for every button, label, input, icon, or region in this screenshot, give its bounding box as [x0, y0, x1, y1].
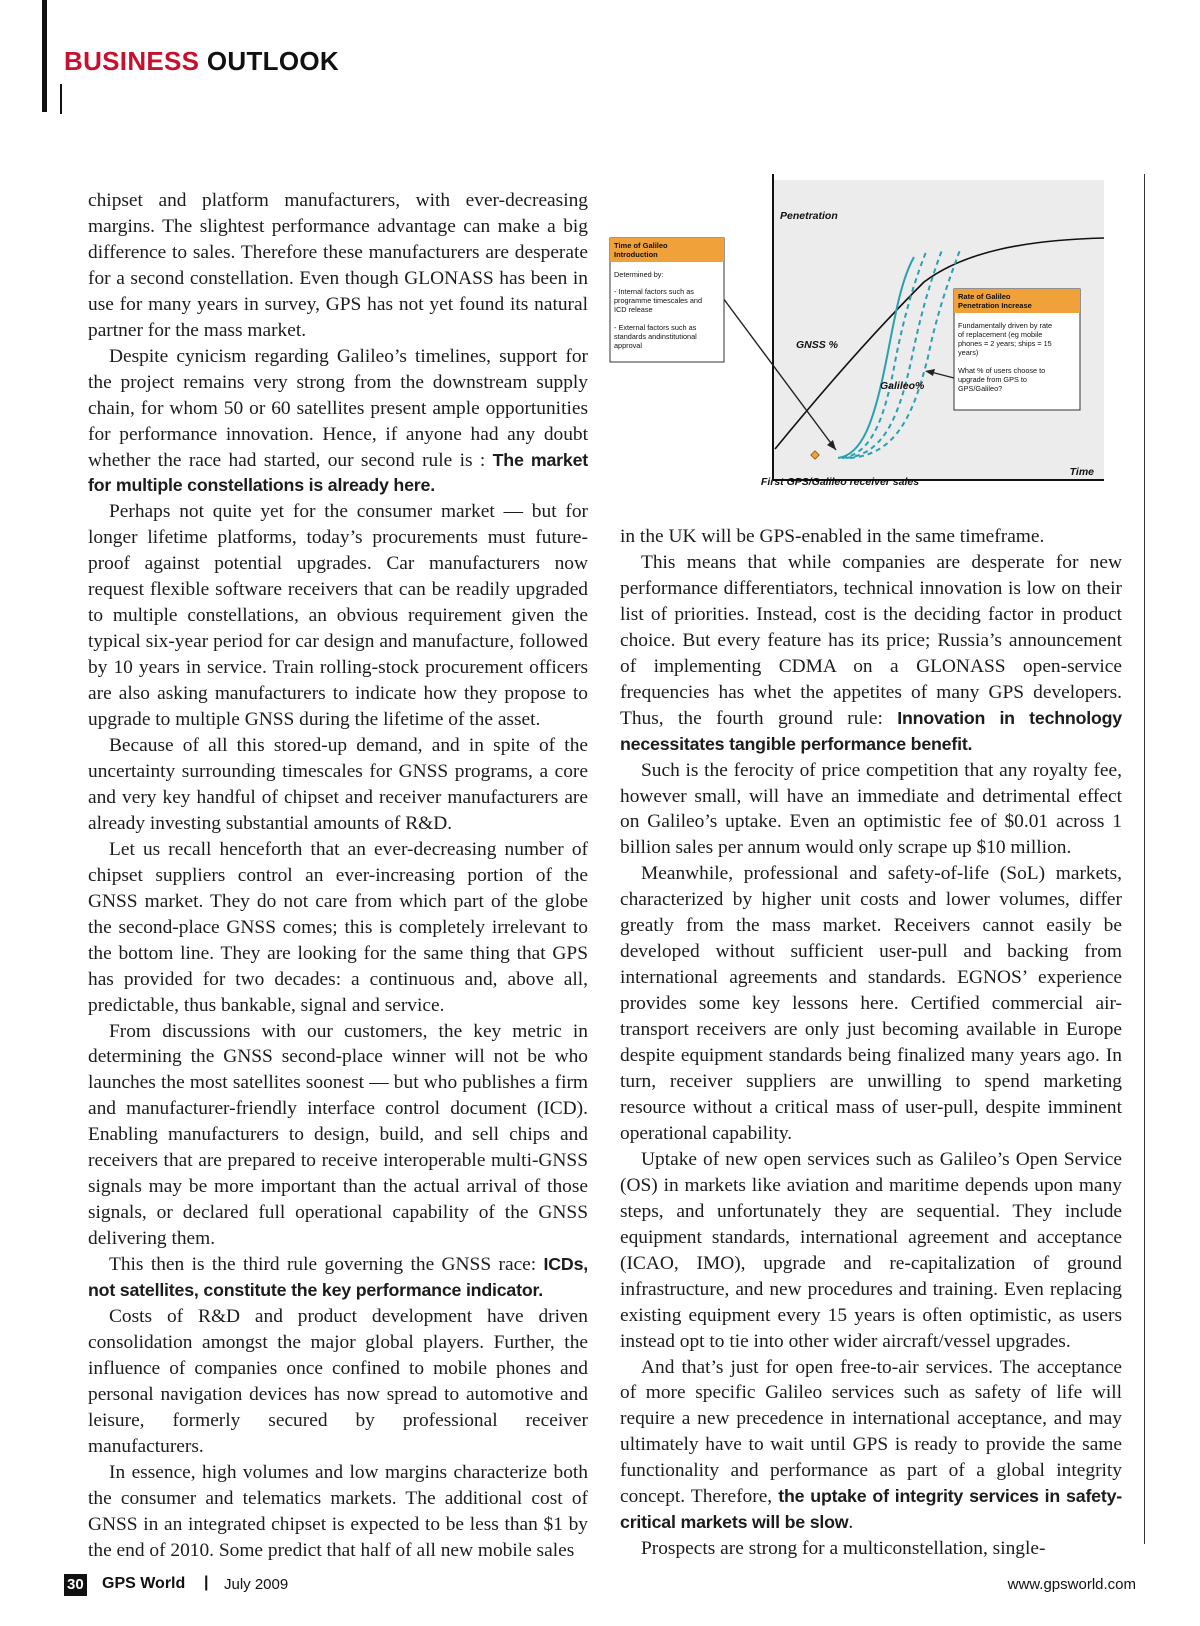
right-box-line: upgrade from GPS to — [958, 375, 1027, 384]
ground-rule-emphasis: Innovation in technology necessitates tangible performance benefit. — [620, 707, 1122, 754]
website-link[interactable]: www.gpsworld.com — [1007, 1576, 1136, 1593]
paragraph — [620, 1536, 1122, 1562]
right-box-title-1: Rate of Galileo — [958, 292, 1011, 301]
paragraph — [620, 861, 1122, 1146]
left-box-line: - Internal factors such as — [614, 287, 694, 296]
left-box-line: standards andinstitutional — [614, 332, 697, 341]
right-box-line: of replacement (eg mobile — [958, 330, 1043, 339]
ground-rule-emphasis: the uptake of integrity services in safety-critical markets will be slow — [620, 1486, 1122, 1533]
paragraph — [620, 524, 1122, 550]
right-box-line: What % of users choose to — [958, 366, 1046, 375]
paragraph — [88, 1460, 588, 1564]
paragraph — [88, 499, 588, 733]
left-column — [88, 188, 588, 1564]
issue-date: July 2009 — [224, 1576, 289, 1593]
right-box-line: Fundamentally driven by rate — [958, 321, 1053, 330]
left-box-line: ICD release — [614, 305, 653, 314]
paragraph-text: This then is the third rule governing the GNSS race: — [109, 1254, 544, 1276]
paragraph — [88, 1252, 588, 1304]
time-of-introduction-box — [610, 238, 724, 362]
paragraph — [88, 733, 588, 837]
paragraph — [620, 550, 1122, 758]
paragraph-text: Let us recall henceforth that an ever-decreasing number of chipset suppliers control an ever-increasing portion of the GNSS market. They do not care from which part of the globe the second-place GNSS comes; this is completely irrelevant to the bottom line. They are looking for the same thing that GPS has provided for two decades: a continuous and, above all, predictable, thus bankable, signal and service. — [88, 838, 588, 1016]
gnss-label: GNSS % — [796, 339, 839, 351]
left-box-line: programme timescales and — [614, 296, 703, 305]
paragraph-text: Prospects are strong for a multiconstellation, single- — [641, 1538, 1046, 1560]
paragraph — [620, 1147, 1122, 1355]
left-box-title-1: Time of Galileo — [614, 241, 668, 250]
paragraph-text: in the UK will be GPS-enabled in the same timeframe. — [620, 526, 1045, 547]
magazine-name: GPS World — [102, 1575, 186, 1592]
paragraph-text: Perhaps not quite yet for the consumer market — but for longer lifetime platforms, today’s procurements must future-proof against potential upgrades. Car manufacturers now request flexible software receivers that can be readily upgraded to multiple constellations, an obvious requirement given the typical six-year period for car design and manufacture, followed by 10 years in service. Train rolling-stock procurement officers are also asking manufacturers to indicate how they propose to upgrade to multiple GNSS during the lifetime of the asset. — [88, 501, 588, 731]
paragraph-text: This means that while companies are desperate for new performance differentiators, technical innovation is low on their list of priorities. Instead, cost is the deciding factor in product choice. But every feature has its price; Russia’s announcement of implementing CDMA on a GLONASS open-service frequencies has whet the appetites of many GPS developers. Thus, the fourth ground rule: — [620, 551, 1122, 729]
left-box-line: approval — [614, 341, 642, 350]
paragraph-text: Despite cynicism regarding Galileo’s timelines, support for the project remains very strong from the downstream supply chain, for whom 50 or 60 satellites present ample opportunities for performance innovation. Hence, if anyone had any doubt whether the race had started, our second rule is : — [88, 345, 588, 471]
paragraph-tail: . — [848, 1512, 854, 1534]
figure-svg — [614, 172, 1124, 504]
paragraph — [88, 1019, 588, 1253]
paragraph — [88, 188, 588, 344]
x-axis-label: Time — [1069, 466, 1094, 478]
left-box-line: - External factors such as — [614, 323, 697, 332]
paragraph-text: Such is the ferocity of price competition that any royalty fee, however small, will have an immediate and detrimental effect on Galileo’s uptake. Even an optimistic fee of $0.01 across 1 billion sales per annum would only scrape up $10 million. — [620, 759, 1122, 859]
rate-of-penetration-box — [954, 289, 1080, 410]
ground-rule-emphasis: ICDs, not satellites, constitute the key performance indicator. — [88, 1254, 588, 1301]
page-footer — [64, 1574, 1136, 1598]
paragraph-text: Meanwhile, professional and safety-of-life (SoL) markets, characterized by higher unit costs and lower volumes, differ greatly from the mass market. Receivers cannot easily be developed without sufficient user-pull and backing from international agreements and standards. EGNOS’ experience provides some key lessons here. Certified commercial air-transport receivers are only just becoming available in Europe despite equipment standards being finalized many years ago. In turn, receiver suppliers are unwilling to spend marketing resource without a critical mass of user-pull, despite imminent operational capability. — [620, 863, 1122, 1144]
ground-rule-emphasis: The market for multiple constellations is already here. — [88, 449, 588, 496]
paragraph — [620, 1355, 1122, 1537]
header-rule-short — [60, 84, 62, 114]
left-box-title-2: Introduction — [614, 250, 658, 259]
right-box-line: years) — [958, 348, 979, 357]
section-header — [64, 46, 339, 77]
page-number: 30 — [64, 1574, 87, 1596]
right-box-line: GPS/Galileo? — [958, 384, 1003, 393]
section-header-red: BUSINESS — [64, 46, 200, 76]
section-header-black: OUTLOOK — [206, 46, 339, 76]
galileo-label: Galileo% — [880, 380, 925, 392]
paragraph — [88, 1304, 588, 1460]
paragraph-text: Because of all this stored-up demand, and in spite of the uncertainty surrounding timescales for GNSS programs, a core and very key handful of chipset and receiver manufacturers are already investing substantial amounts of R&D. — [88, 735, 588, 834]
paragraph-text: From discussions with our customers, the key metric in determining the GNSS second-place winner will not be who launches the most satellites soonest — but who publishes a firm and manufacturer-friendly interface control document (ICD). Enabling manufacturers to design, build, and sell chips and receivers that are prepared to receive interoperable multi-GNSS signals may be more important than the actual arrival of those signals, or declared full operational capability of the GNSS delivering them. — [88, 1020, 588, 1250]
right-box-line: phones = 2 years; ships = 15 — [958, 339, 1052, 348]
paragraph-text: And that’s just for open free-to-air services. The acceptance of more specific Galileo services such as safety of life will require a new precedence in international acceptance, and may ultimately have to wait until GPS is ready to provide the same functionality and performance as part of a global integrity concept. Therefore, — [620, 1356, 1122, 1508]
penetration-figure — [614, 172, 1124, 504]
y-axis-label: Penetration — [780, 210, 838, 222]
paragraph-text: Uptake of new open services such as Galileo’s Open Service (OS) in markets like aviation and maritime depends upon many steps, and unfortunately they are sequential. They include equipment standards, international agreement and acceptance (ICAO, IMO), upgrade and re-capitalization of ground infrastructure, and new procedures and training. Even replacing existing equipment every 15 years is often optimistic, as users instead opt to tie into other wider aircraft/vessel upgrades. — [620, 1148, 1122, 1352]
paragraph — [88, 837, 588, 1019]
paragraph — [620, 758, 1122, 862]
x-marker-label: First GPS/Galileo receiver sales — [760, 476, 920, 488]
footer-separator: | — [204, 1574, 209, 1591]
right-column — [620, 524, 1122, 1562]
paragraph-text: chipset and platform manufacturers, with ever-decreasing margins. The slightest performance advantage can make a big difference to sales. Therefore these manufacturers are desperate for a second constellation. Even though GLONASS has been in use for many years in survey, GPS has not yet found its natural partner for the mass market. — [88, 190, 588, 341]
right-box-title-2: Penetration Increase — [958, 301, 1032, 310]
left-box-line: Determined by: — [614, 270, 664, 279]
paragraph-text: In essence, high volumes and low margins characterize both the consumer and telematics markets. The additional cost of GNSS in an integrated chipset is expected to be less than $1 by the end of 2010. Some predict that half of all new mobile sales — [88, 1461, 588, 1561]
paragraph — [88, 344, 588, 500]
header-rule-vertical — [42, 0, 47, 112]
column-rule-right — [1144, 174, 1145, 1544]
paragraph-text: Costs of R&D and product development have driven consolidation amongst the major global players. Further, the influence of companies once confined to mobile phones and personal navigation devices has now spread to automotive and leisure, formerly secured by professional receiver manufacturers. — [88, 1305, 588, 1457]
